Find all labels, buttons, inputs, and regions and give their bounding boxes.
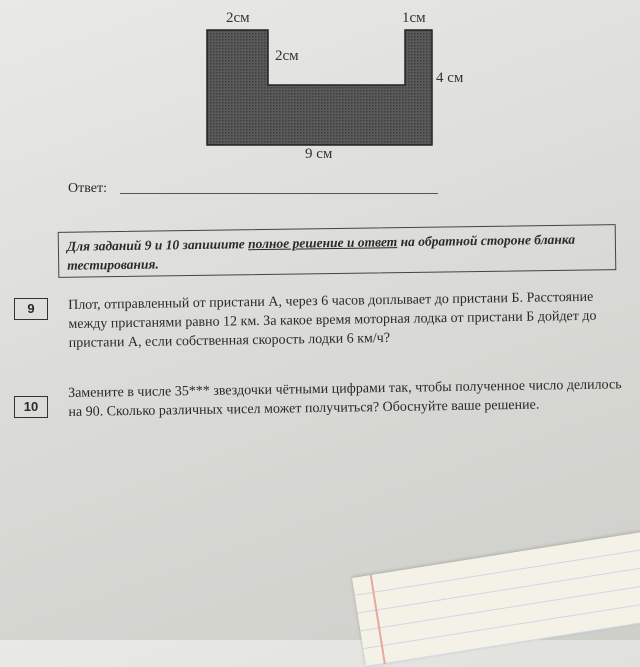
instruction-underlined: полное решение и ответ: [247, 234, 398, 252]
task-text-10: Замените в числе 35*** звездочки чётными цифрами так, чтобы полученное число делилось на 90. Сколько различных чисел может получиться? Обоснуйте ваше решение.: [68, 377, 622, 420]
instruction-part3: на обратной стороне бланка тестирования.: [67, 231, 576, 273]
answer-label: Ответ:: [68, 181, 107, 196]
instruction-text: [67, 229, 607, 275]
u-shape-svg: [0, 0, 640, 170]
notepad-corner: [352, 528, 640, 667]
task-number-10: 10: [14, 396, 48, 418]
label-top-right: 1см: [402, 10, 426, 26]
task-number-9: 9: [14, 298, 48, 320]
task-text-9: Плот, отправленный от пристани А, через 6 часов доплывает до пристани Б. Расстояние между пристанями равно 12 км. За какое время моторная лодка от пристани Б дойдет до пристани А, если собственная скорость лодки 6 км/ч?: [68, 289, 597, 351]
instruction-part1: Для заданий 9 и 10 запишите: [66, 236, 249, 254]
answer-line[interactable]: [120, 193, 438, 194]
u-shape-figure: [0, 0, 640, 170]
label-inner-depth: 2см: [275, 48, 299, 64]
label-bottom: 9 см: [305, 146, 333, 162]
u-shape-polygon: [207, 30, 432, 145]
instruction-box: [58, 224, 617, 278]
label-top-left: 2см: [226, 10, 250, 26]
label-right-side: 4 см: [436, 70, 464, 86]
